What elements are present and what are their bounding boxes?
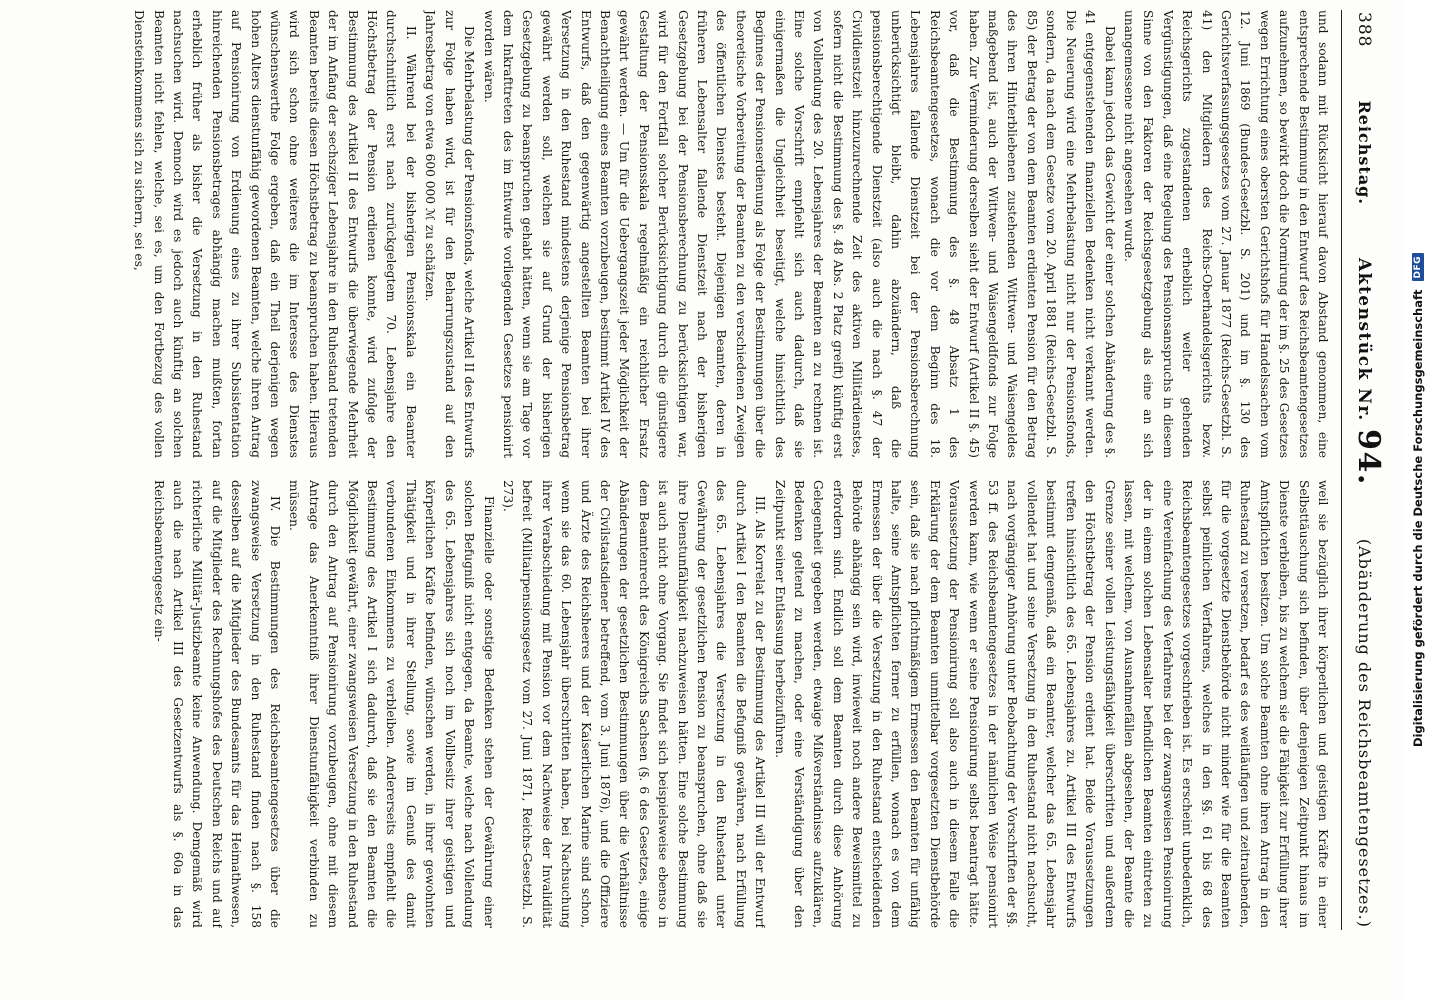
paragraph: und sodann mit Rücksicht hierauf davon Abstand genommen, eine entsprechende Bestimmung in den Entwurf des Reichsbeamtengesetzes aufzunehmen, so bewirkt doch die Normirung der im §. 25 des Gesetzes wegen Errichtung eines obersten Gerichtshofs für Handelssachen vom 12. Juni 1869 (Bundes-Gesetzbl. S. 201) und im §. 130 des Gerichtsverfassungsgesetzes vom 27. Januar 1877 (Reichs-Gesetzbl. S. 41) den Mitgliedern des Reichs-Oberhandelsgerichts bezw. Reichsgerichts zugestandenen erheblich weiter gehenden Vergünstigungen, daß eine Regelung des Pensionsanspruchs in diesem Sinne von den Faktoren der Reichsgesetzgebung als eine an sich unangemessene nicht angesehen wurde.	[1121, 10, 1330, 458]
sidebar-credit	[1404, 0, 1432, 1000]
header-document-number-value: 94.	[1351, 429, 1386, 486]
digitization-sidebar	[1404, 0, 1432, 1000]
paragraph: weil sie bezüglich ihrer körperlichen und geistigen Kräfte in einer Selbsttäuschung sich befinden, über denjenigen Zeitpunkt hinaus im Dienste verbleiben, bis zu welchem sie die Fähigkeit zur Erfüllung ihrer Amtspflichten besitzen. Um solche Beamten ohne ihren Antrag in den Ruhestand zu versetzen, bedarf es des weitläufigen und zeitraubenden, für die vorgesetzte Dienstbehörde nicht minder wie für die Beamten selbst peinlichen Verfahrens, welches in den §§. 61 bis 68 des Reichsbeamtengesetzes vorgeschrieben ist. Es erscheint unbedenklich, eine Vereinfachung des Verfahrens bei der zwangsweisen Pensionirung der in einem solchen Lebensalter befindlichen Beamten eintreten zu lassen, mit welchem, von Ausnahmefällen abgesehen, der Beamte die Grenze seiner vollen Leistungsfähigkeit überschritten und außerdem den Höchstbetrag der Pension erdient hat. Beide Voraussetzungen treffen hinsichtlich des 65. Lebensjahres zu. Artikel III des Entwurfs bestimmt demgemäß, daß ein Beamter, welcher das 65. Lebensjahr vollendet hat und seine Versetzung in den Ruhestand nicht nachsucht, nach vorgängiger Anhörung unter Beobachtung der Vorschriften der §§. 53 ff. des Reichsbeamtengesetzes in der nämlichen Weise pensionirt werden kann, wie wenn er seine Pensionirung selbst beantragt hätte. Voraussetzung der Pensionirung soll also auch in diesem Falle die Erklärung der dem Beamten unmittelbar vorgesetzten Dienstbehörde sein, daß sie nach pflichtmäßigem Ermessen den Beamten für unfähig halte, seine Amtspflichten ferner zu erfüllen, wonach es von dem Ermessen der über die Versetzung in den Ruhestand entscheidenden Behörde abhängig sein wird, inwieweit noch andere Beweismittel zu erfordern sind. Endlich soll dem Beamten durch diese Anhörung Gelegenheit gegeben werden, etwaige Mißverständnisse aufzuklären, Bedenken geltend zu machen, oder eine Verständigung über den Zeitpunkt seiner Entlassung herbeizuführen.	[772, 480, 1330, 928]
paragraph: Finanzielle oder sonstige Bedenken stehen der Gewährung einer solchen Befugniß nicht entgegen, da Beamte, welche nach Vollendung des 65. Lebensjahres sich noch im Vollbesitz ihrer geistigen und körperlichen Kräfte befinden, wünschen werden, in ihrer gewohnten Thätigkeit und in ihrer Stellung, sowie im Genuß des damit verbundenen Einkommens zu verbleiben. Andererseits empfiehlt die Bestimmung des Artikel I sich dadurch, daß sie den Beamten die Möglichkeit gewährt, einer zwangsweisen Versetzung in den Ruhestand durch den Antrag auf Pensionirung vorzubeugen, ohne mit diesem Antrage das Anerkenntniß ihrer Dienstunfähigkeit verbinden zu müssen.	[287, 480, 496, 928]
page-header	[1346, 12, 1386, 928]
header-left: Reichstag.	[1355, 100, 1374, 205]
paragraph: Dabei kann jedoch das Gewicht der einer solchen Abänderung des §. 41 entgegenstehenden finanziellen Bedenken nicht verkannt werden. Die Neuerung wird eine Mehrbelastung nicht nur der Pensionsfonds, sondern, da nach dem Gesetze vom 20. April 1881 (Reichs-Gesetzbl. S. 85) der Betrag der von dem Beamten erdienten Pension für den Betrag des ihren Hinterbliebenen zustehenden Wittwen- und Waisengeldes maßgebend ist, auch der Wittwen- und Waisengeldfonds zur Folge haben. Zur Verminderung derselben sieht der Entwurf (Artikel II §. 45) vor, daß die Bestimmung des §. 48 Absatz 1 des Reichsbeamtengesetzes, wonach die vor dem Beginn des 18. Lebensjahres fallende Dienstzeit bei der Pensionsberechnung unberücksichtigt bleibt, dahin abzuändern, daß die pensionsberechtigende Dienstzeit (also auch die nach §. 47 der Civildienstzeit hinzuzurechnende Zeit des aktiven Militärdienstes, sofern nicht die Bestimmung des §. 48 Abs. 2 Platz greift) künftig erst von Vollendung des 20. Lebensjahres der Beamten an zu rechnen ist. Eine solche Vorschrift empfiehlt sich auch dadurch, daß sie einigermaßen die Ungleichheit beseitigt, welche hinsichtlich des Beginnes der Pensionserdienung als Folge der Bestimmungen über die theoretische Vorbereitung der Beamten zu den verschiedenen Zweigen des öffentlichen Dienstes besteht. Diejenigen Beamten, deren in früheren Lebensalter fallende Dienstzeit nach der bisherigen Gesetzgebung bei der Pensionsberechnung zu berücksichtigen war, wird für den Fortfall solcher Berücksichtigung durch die günstigere Gestaltung der Pensionsskala regelmäßig ein reichlicher Ersatz gewährt werden. — Um für die Uebergangszeit jeder Möglichkeit der Benachtheiligung eines Beamten vorzubeugen, bestimmt Artikel IV des Entwurfs, daß den gegenwärtig angestellten Beamten bei ihrer Versetzung in den Ruhestand mindestens derjenige Pensionsbetrag gewährt werden soll, welchen sie auf Grund der bisherigen Gesetzgebung zu beanspruchen gehabt hätten, wenn sie am Tage vor dem Inkrafttreten des im Entwurfe vorliegenden Gesetzes pensionirt worden wären.	[481, 10, 1117, 458]
paragraph: II. Während bei der bisherigen Pensionsskala ein Beamter durchschnittlich erst nach zurückgelegtem 70. Lebensjahre den Höchstbetrag der Pension erdienen konnte, wird zufolge der Bestimmung des Artikel II des Entwurfs die überwiegende Mehrheit der im Anfang der sechsziger Lebensjahre in den Ruhestand tretenden Beamten bereits diesen Höchstbetrag zu beanspruchen haben. Hieraus wird sich schon ohne weiteres die im Interesse des Dienstes wünschenswerthe Folge ergeben, daß ein Theil derjenigen wegen hohen Alters dienstunfähig gewordenen Beamten, welche ihren Antrag auf Pensionirung von Erdienung eines zu ihrer Subsistentation hinreichenden Pensionsbetrages abhängig machen mußten, fortan erheblich früher als bisher die Versetzung in den Ruhestand nachsuchen wird. Dennoch wird es jedoch auch künftig an solchen Beamten nicht fehlen, welche, sei es, um den Fortbezug des vollen Diensteinkommens sich zu sichern, sei es,	[132, 10, 418, 458]
paragraph: III. Als Korrelat zu der Bestimmung des Artikel III will der Entwurf durch Artikel I den Beamten die Befugniß gewähren, nach Erfüllung des 65. Lebensjahres die Versetzung in den Ruhestand unter Gewährung der gesetzlichen Pension zu beanspruchen, ohne daß sie ihre Dienstunfähigkeit nachzuweisen hätten. Eine solche Bestimmung ist auch nicht ohne Vorgang. Sie findet sich beispielsweise ebenso in dem Beamtenrecht des Königreichs Sachsen (§. 6 des Gesetzes, einige Abänderungen der gesetzlichen Bestimmungen über die Verhältnisse der Civilstaatsdiener betreffend, vom 3. Juni 1876), und die Offiziere und Ärzte des Reichsheeres und der Kaiserlichen Marine sind schon, wenn sie das 60. Lebensjahr überschritten haben, bei Nachsuchung ihrer Verabschiedung mit Pension vor dem Nachweise der Invalidität befreit (Militairpensionsgesetz vom 27. Juni 1871, Reichs-Gesetzbl. S. 273).	[500, 480, 768, 928]
text-column-right	[82, 480, 1332, 928]
header-rule	[1341, 10, 1342, 930]
rotated-print-page	[60, 0, 1400, 940]
page-number: 388	[1354, 12, 1374, 48]
header-document-label: Aktenstück Nr.	[1354, 257, 1374, 422]
header-document-number	[1351, 258, 1386, 486]
sidebar-credit-text: Digitalisierung gefördert durch die Deutsche Forschungsgemeinschaft	[1411, 289, 1425, 748]
dfg-logo-icon: DFG	[1412, 253, 1424, 282]
paragraph: IV. Die Bestimmungen des Reichsbeamtengesetzes über die zwangsweise Versetzung in den Ruhestand finden nach §. 158 desselben auf die Mitglieder des Bundesamts für das Heimathwesen, auf die Mitglieder des Rechnungshofes des Deutschen Reichs und auf richterliche Militär-Justizbeamte keine Anwendung. Demgemäß wird auch die nach Artikel III des Gesetzentwurfs als §. 60a in das Reichsbeamtengesetz ein-	[151, 480, 283, 928]
paragraph: Die Mehrbelastung der Pensionsfonds, welche Artikel II des Entwurfs zur Folge haben wird, ist für den Beharrungszustand auf den Jahresbetrag von etwa 600 000 ℳ zu schätzen.	[423, 10, 477, 458]
header-right: (Abänderung des Reichsbeamtengesetzes.)	[1355, 538, 1374, 928]
text-column-left	[82, 10, 1332, 458]
